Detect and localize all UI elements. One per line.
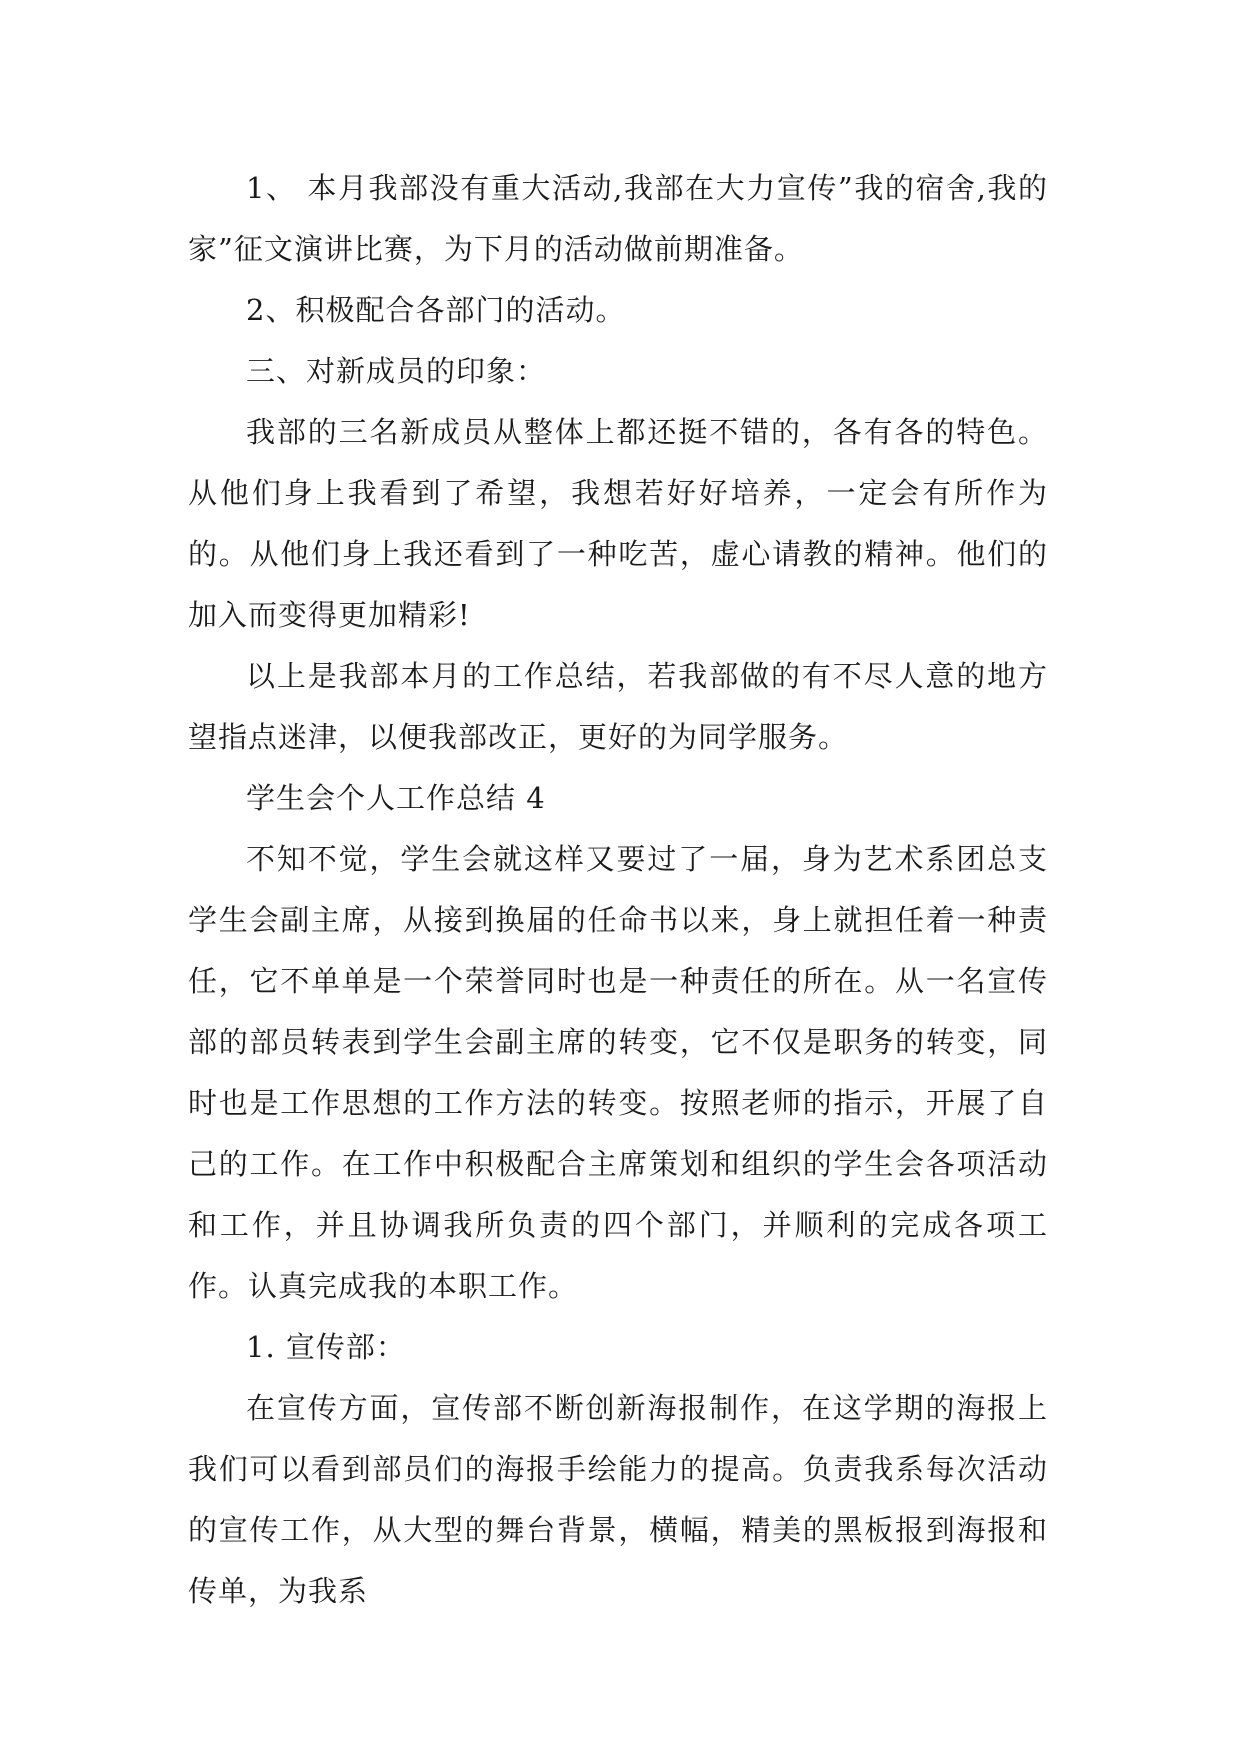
section-title-summary-4: 学生会个人工作总结 4: [246, 781, 546, 815]
subsection-heading-publicity: 1. 宣传部：: [246, 1330, 406, 1364]
paragraph-item-2: 2、积极配合各部门的活动。: [246, 293, 626, 327]
paragraph-publicity: 在宣传方面，宣传部不断创新海报制作，在这学期的海报上我们可以看到部员们的海报手绘能力的提高。负责我系每次活动的宣传工作，从大型的舞台背景，横幅，精美的黑板报到海报和传单，为我系: [188, 1391, 1048, 1608]
paragraph-new-members: 我部的三名新成员从整体上都还挺不错的，各有各的特色。从他们身上我看到了希望，我想若好好培养，一定会有所作为的。从他们身上我还看到了一种吃苦，虚心请教的精神。他们的加入而变得更加精彩!: [188, 415, 1048, 632]
paragraph-monthly-summary: 以上是我部本月的工作总结，若我部做的有不尽人意的地方望指点迷津，以便我部改正，更好的为同学服务。: [188, 659, 1048, 754]
paragraph-vice-chair-summary: 不知不觉，学生会就这样又要过了一届，身为艺术系团总支学生会副主席，从接到换届的任命书以来，身上就担任着一种责任，它不单单是一个荣誉同时也是一种责任的所在。从一名宣传部的部员转表到学生会副主席的转变，它不仅是职务的转变，同时也是工作思想的工作方法的转变。按照老师的指示，开展了自己的工作。在工作中积极配合主席策划和组织的学生会各项活动和工作，并且协调我所负责的四个部门，并顺利的完成各项工作。认真完成我的本职工作。: [188, 842, 1048, 1303]
document-body: [188, 158, 1048, 1622]
section-heading-new-members: 三、对新成员的印象：: [246, 354, 547, 388]
paragraph-item-1: 1、 本月我部没有重大活动,我部在大力宣传”我的宿舍,我的家”征文演讲比赛，为下月的活动做前期准备。: [188, 171, 1048, 266]
